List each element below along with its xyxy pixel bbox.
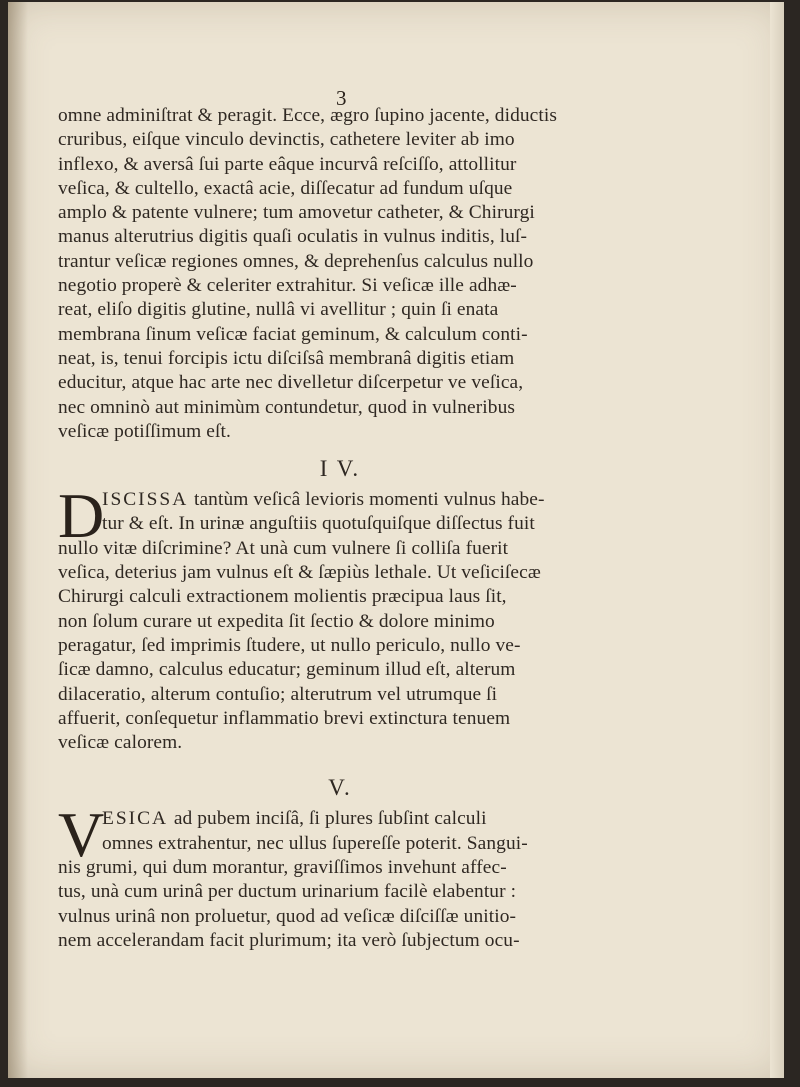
line-text: nem accelerandam facit plurimum; ita verò ſubjectum ocu- xyxy=(58,929,520,951)
line-text: veſicæ potiſſimum eſt. xyxy=(58,420,231,442)
text-line xyxy=(58,610,622,634)
text-line xyxy=(58,512,622,536)
line-text: manus alterutrius digitis quaſi oculatis in vulnus inditis, luſ- xyxy=(58,226,528,248)
page-edge xyxy=(770,2,784,1078)
line-text: omne adminiſtrat & peragit. Ecce, ægro ſupino jacente, diductis xyxy=(58,105,557,126)
line-text: nis grumi, qui dum morantur, graviſſimos invehunt affec- xyxy=(58,857,507,879)
paragraph-3 xyxy=(58,799,622,953)
text-line xyxy=(58,658,622,682)
line-text: negotio properè & celeriter extrahitur. Si veſicæ ille adhæ- xyxy=(58,275,517,297)
line-text: inflexo, & aversâ ſui parte eâque incurvâ reſciſſo, attollitur xyxy=(58,153,517,175)
line-text: veſica, deterius jam vulnus eſt & ſæpiùs lethale. Ut veſiciſecæ xyxy=(58,562,541,584)
line-text: nec omninò aut minimùm contundetur, quod in vulneribus xyxy=(58,396,516,418)
text-line xyxy=(58,537,622,561)
text-line xyxy=(58,371,622,395)
line-text: membrana ſinum veſicæ faciat geminum, & calculum conti- xyxy=(58,323,528,345)
line-text: amplo & patente vulnere; tum amovetur catheter, & Chirurgi xyxy=(58,202,535,224)
text-line xyxy=(58,250,622,274)
section-heading-v: V. xyxy=(328,775,352,801)
text-line xyxy=(58,807,622,831)
first-word: ISCISSA xyxy=(102,489,194,511)
text-line xyxy=(58,274,622,298)
line-text: nullo vitæ diſcrimine? At unà cum vulnere ſi colliſa fuerit xyxy=(58,537,509,559)
line-text: tur & eſt. In urinæ anguſtiis quotuſquiſque diſſectus fuit xyxy=(102,513,535,535)
text-line xyxy=(58,856,622,880)
line-text: tantùm veſicâ levioris momenti vulnus habe- xyxy=(193,489,545,511)
text-line xyxy=(58,420,622,444)
line-text: peragatur, ſed imprimis ſtudere, ut nullo periculo, nullo ve- xyxy=(58,634,521,656)
text-line xyxy=(58,929,622,953)
line-text: affuerit, conſequetur inflammatio brevi extinctura tenuem xyxy=(58,707,511,729)
text-line xyxy=(58,880,622,904)
line-text: veſicæ calorem. xyxy=(58,732,183,754)
section-heading-iv: I V. xyxy=(319,456,361,482)
text-line xyxy=(58,177,622,201)
text-line xyxy=(58,905,622,929)
line-text: trantur veſicæ regiones omnes, & deprehenſus calculus nullo xyxy=(58,250,534,272)
page-number: 3 xyxy=(336,86,347,110)
text-line xyxy=(58,298,622,322)
text-line xyxy=(58,832,622,856)
page-gutter-shadow xyxy=(8,2,28,1078)
line-text: veſica, & cultello, exactâ acie, diſſecatur ad fundum uſque xyxy=(58,177,513,199)
text-line xyxy=(58,731,622,755)
line-text: reat, eliſo digitis glutine, nullâ vi avellitur ; quin ſi enata xyxy=(58,299,499,321)
text-line xyxy=(58,561,622,585)
line-text: Chirurgi calculi extractionem molientis præcipua laus ſit, xyxy=(58,586,507,608)
line-text: dilaceratio, alterum contuſio; alterutrum vel utrumque ſi xyxy=(58,683,498,705)
text-line xyxy=(58,128,622,152)
text-line xyxy=(58,347,622,371)
line-text: omnes extrahentur, nec ullus ſupereſſe poterit. Sangui- xyxy=(102,832,528,854)
line-text: educitur, atque hac arte nec divelletur diſcerpetur ve veſica, xyxy=(58,372,524,394)
text-line xyxy=(58,201,622,225)
text-line xyxy=(58,225,622,249)
line-text: ſicæ damno, calculus educatur; geminum illud eſt, alterum xyxy=(58,659,516,681)
text-line xyxy=(58,634,622,658)
text-line xyxy=(58,396,622,420)
text-line xyxy=(58,104,622,128)
line-text: neat, is, tenui forcipis ictu diſciſsâ membranâ digitis etiam xyxy=(58,347,515,369)
text-line xyxy=(58,153,622,177)
drop-cap-v: V xyxy=(58,799,105,871)
paragraph-2 xyxy=(58,480,622,755)
line-text: cruribus, eiſque vinculo devinctis, cathetere leviter ab imo xyxy=(58,129,515,151)
line-text: tus, unà cum urinâ per ductum urinarium facilè elabentur : xyxy=(58,881,517,903)
line-text: non ſolum curare ut expedita ſit ſectio & dolore minimo xyxy=(58,610,495,632)
line-text: vulnus urinâ non proluetur, quod ad veſicæ diſciſſæ unitio- xyxy=(58,905,517,927)
line-text: ad pubem inciſâ, ſi plures ſubſint calculi xyxy=(173,808,487,830)
text-line xyxy=(58,323,622,347)
book-page xyxy=(8,2,784,1078)
text-line xyxy=(58,707,622,731)
drop-cap-d: D xyxy=(58,480,105,552)
paragraph-1 xyxy=(58,104,622,444)
first-word: ESICA xyxy=(102,808,174,830)
text-line xyxy=(58,585,622,609)
text-line xyxy=(58,683,622,707)
page-text xyxy=(58,104,622,953)
text-line xyxy=(58,488,622,512)
